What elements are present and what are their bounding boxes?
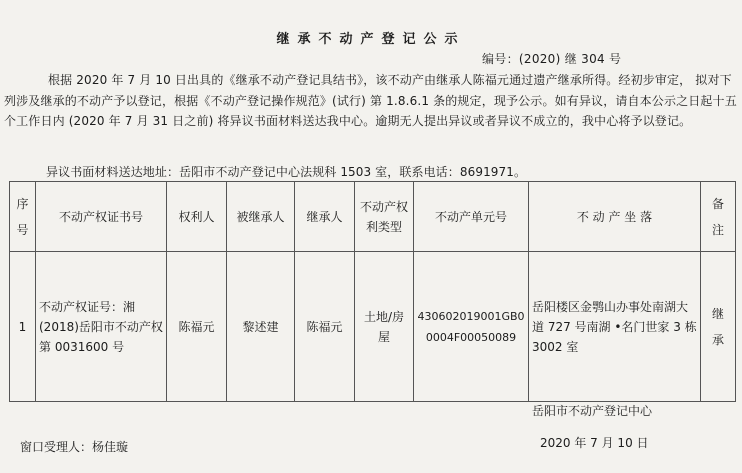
header-decedent: 被继承人 bbox=[227, 182, 295, 252]
cell-owner: 陈福元 bbox=[167, 252, 227, 402]
header-right-type: 不动产权利类型 bbox=[355, 182, 414, 252]
document-number: 编号：(2020) 继 304 号 bbox=[482, 52, 622, 66]
notice-title: 继承不动产登记公示 bbox=[276, 32, 466, 47]
table-header-row bbox=[10, 182, 736, 252]
cell-unit-no: 430602019001GB00004F00050089 bbox=[414, 252, 529, 402]
header-remark: 备注 bbox=[701, 182, 736, 252]
cell-right-type: 土地/房屋 bbox=[355, 252, 414, 402]
cell-location: 岳阳楼区金鹗山办事处南湖大道 727 号南湖 •名门世家 3 栋 3002 室 bbox=[529, 252, 701, 402]
header-seq: 序号 bbox=[10, 182, 36, 252]
cell-heir: 陈福元 bbox=[295, 252, 355, 402]
header-location: 不 动 产 坐 落 bbox=[529, 182, 701, 252]
header-unit-no: 不动产单元号 bbox=[414, 182, 529, 252]
window-receiver: 窗口受理人：杨佳璇 bbox=[20, 440, 129, 454]
header-heir: 继承人 bbox=[295, 182, 355, 252]
notice-body: 根据 2020 年 7 月 10 日出具的《继承不动产登记具结书》，该不动产由继承人陈福元通过遗产继承所得。经初步审定， 拟对下列涉及继承的不动产予以登记，根据《不动产登记操作规范》(试行) 第 1.8.6.1 条的规定，现予公示。如有异议，请自本公示之日起十五个工作日内 (2020 年 7 月 31 日之前) 将异议书面材料送达我中心。逾期无人提出异议或者异议不成立的，我中心将予以登记。 bbox=[4, 73, 737, 128]
header-owner: 权利人 bbox=[167, 182, 227, 252]
issue-date: 2020 年 7 月 10 日 bbox=[540, 436, 649, 450]
property-table bbox=[9, 181, 736, 402]
table-row bbox=[10, 252, 736, 402]
issuing-center: 岳阳市不动产登记中心 bbox=[532, 404, 653, 418]
cell-cert: 不动产权证号：湘(2018)岳阳市不动产权第 0031600 号 bbox=[36, 252, 167, 402]
cell-remark: 继承 bbox=[701, 252, 736, 402]
cell-decedent: 黎述建 bbox=[227, 252, 295, 402]
cell-seq: 1 bbox=[10, 252, 36, 402]
header-cert: 不动产权证书号 bbox=[36, 182, 167, 252]
objection-address: 异议书面材料送达地址：岳阳市不动产登记中心法规科 1503 室，联系电话：8691971。 bbox=[46, 165, 527, 179]
